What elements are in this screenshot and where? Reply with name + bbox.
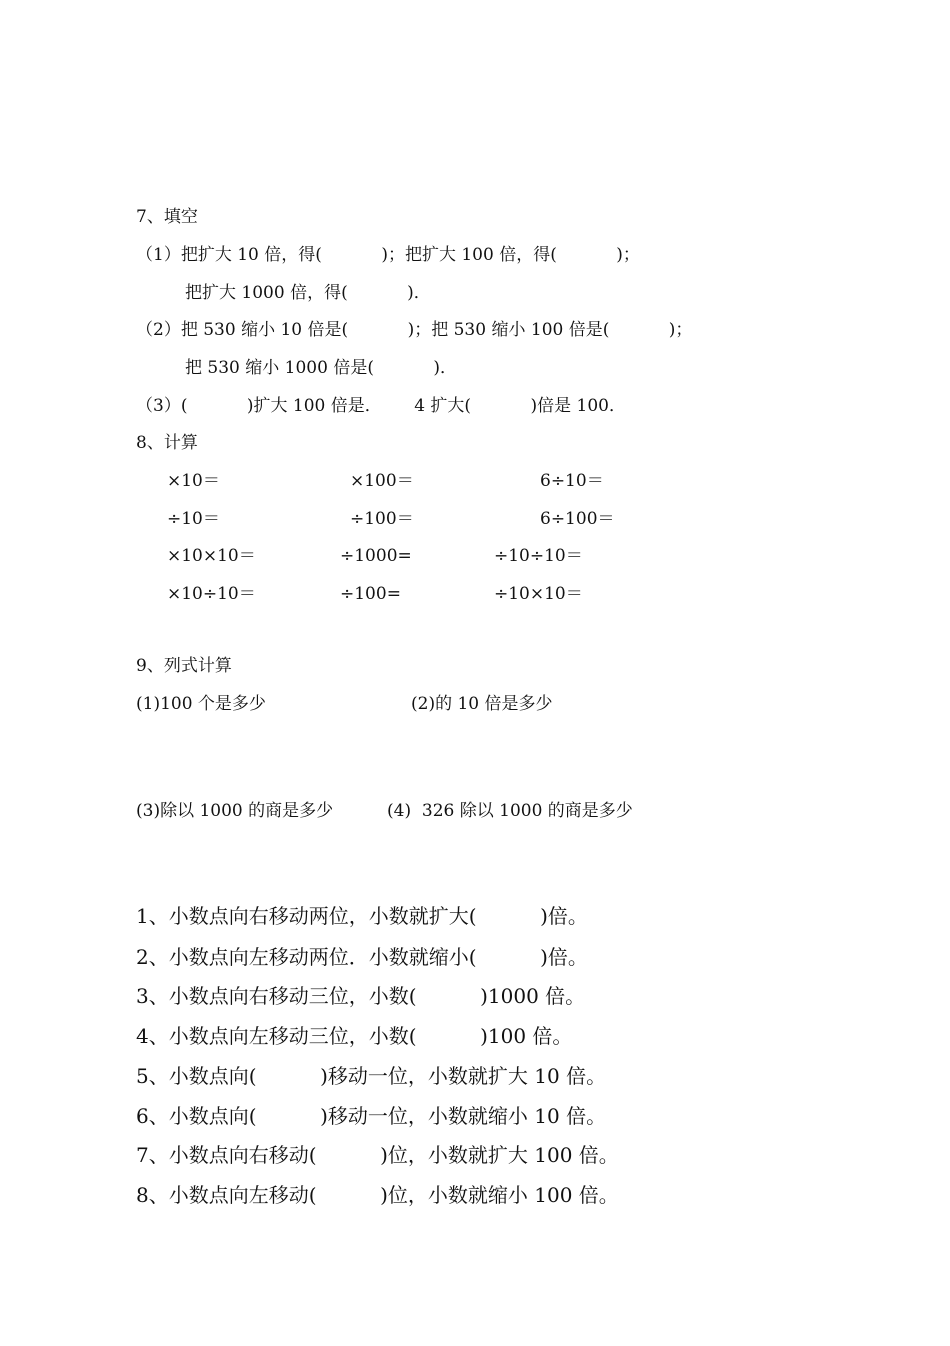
calc-cell: ÷10＝ <box>167 509 220 529</box>
section-7-line-1: （1）把扩大 10 倍，得( )；把扩大 100 倍，得( )； <box>136 245 640 265</box>
decimal-item-1: 1、小数点向右移动两位，小数就扩大( )倍。 <box>136 904 588 928</box>
decimal-item-8: 8、小数点向左移动( )位，小数就缩小 100 倍。 <box>136 1183 619 1207</box>
calc-cell: ÷100= <box>340 584 401 604</box>
section-9-question-4: (4) 326 除以 1000 的商是多少 <box>387 801 633 821</box>
decimal-item-3: 3、小数点向右移动三位，小数( )1000 倍。 <box>136 984 586 1008</box>
calc-cell: ×10×10＝ <box>167 546 256 566</box>
section-9-title: 9、列式计算 <box>136 656 232 676</box>
section-7-line-4: 把 530 缩小 1000 倍是( )． <box>185 358 458 378</box>
decimal-item-2: 2、小数点向左移动两位．小数就缩小( )倍。 <box>136 945 588 969</box>
calc-cell: 6÷100＝ <box>540 509 615 529</box>
calc-cell: ÷10×10＝ <box>494 584 583 604</box>
section-7-title: 7、填空 <box>136 207 198 227</box>
calc-cell: 6÷10＝ <box>540 471 604 491</box>
calc-cell: ×100＝ <box>350 471 414 491</box>
section-9-question-3: (3)除以 1000 的商是多少 <box>136 801 334 821</box>
decimal-item-6: 6、小数点向( )移动一位，小数就缩小 10 倍。 <box>136 1104 607 1128</box>
calc-cell: ÷100＝ <box>350 509 414 529</box>
calc-cell: ×10＝ <box>167 471 220 491</box>
section-7-line-3: （2）把 530 缩小 10 倍是( )；把 530 缩小 100 倍是( )； <box>136 320 693 340</box>
section-7-line-5: （3）( )扩大 100 倍是． 4 扩大( )倍是 100． <box>136 396 626 416</box>
section-9-question-2: (2)的 10 倍是多少 <box>411 694 553 714</box>
decimal-item-7: 7、小数点向右移动( )位，小数就扩大 100 倍。 <box>136 1143 619 1167</box>
decimal-item-5: 5、小数点向( )移动一位，小数就扩大 10 倍。 <box>136 1064 607 1088</box>
calc-cell: ÷10÷10＝ <box>494 546 583 566</box>
section-8-title: 8、计算 <box>136 433 198 453</box>
section-7-line-2: 把扩大 1000 倍，得( )． <box>185 283 431 303</box>
calc-cell: ×10÷10＝ <box>167 584 256 604</box>
decimal-item-4: 4、小数点向左移动三位，小数( )100 倍。 <box>136 1024 573 1048</box>
calc-cell: ÷1000= <box>340 546 412 566</box>
section-9-question-1: (1)100 个是多少 <box>136 694 266 714</box>
